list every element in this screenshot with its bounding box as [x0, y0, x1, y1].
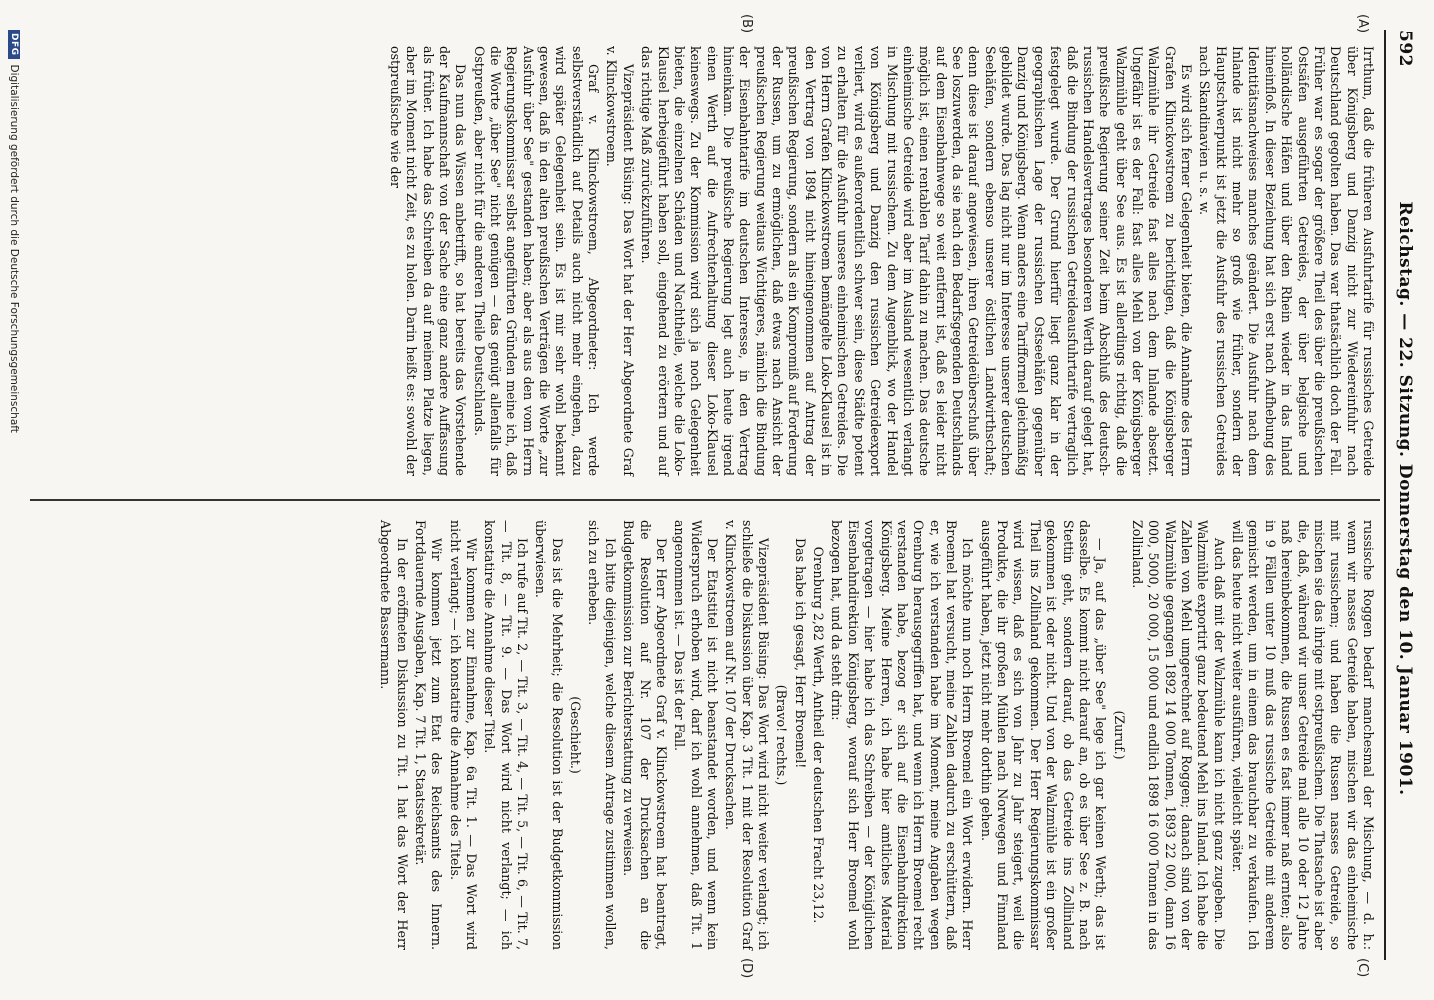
margin-marker-a: (A) [1355, 14, 1370, 34]
margin-marker-d: (D) [739, 958, 754, 979]
page-header [1390, 30, 1420, 960]
paragraph: Es wird sich ferner Gelegenheit bieten, die Annahme des Herrn Grafen Klinckowstroem zu berichtigen, daß die Königsberger Walzmühle ihr Getreide fast alles nach dem Inlande absetzt. Ungefähr ist es der Fall: fast alles Mehl von der Königsberger Walzmühle geht über See aus. Es ist allerdings richtig, daß die preußische Regierung seiner Zeit beim Abschluß des deutsch-russischen Handelsvertrages besonderen Werth darauf gelegt hat, daß die Bindung der russischen Getreideausfuhrtarife vertraglich festgelegt wurde. Der Grund hierfür liegt ganz klar in der geographischen Lage der russischen Ostseehäfen gegenüber Danzig und Königsberg. Wenn anders eine Tarifformel gleichmäßig gebildet wurde. Das lag nicht nur im Interesse unserer deutschen Seehäfen, sondern ebenso unserer östlichen Landwirthschaft; denn diese ist darauf angewiesen, ihren Getreideüberschuß über See loszuwerden, da sie nach den Bedarfsgegenden Deutschlands auf dem Eisenbahnwege so weit entfernt ist, daß es leider nicht möglich ist, einen rentablen Tarif dahin zu machen. Das deutsche einheimische Getreide wird aber im Ausland wesentlich verlangt in Mischung mit russischem. Zu dem Augenblick, wo der Handel von Königsberg und Danzig den russischen Getreideexport verliert, wird es außerordentlich schwer sein, diese Städte potent zu erhalten für die Ausfuhr unseres einheimischen Getreides. Die von Herrn Grafen Klinckowstroem bemängelte Loko-Klausel ist in den Vertrag von 1894 nicht hineingenommen auf Antrag der preußischen Regierung, sondern als ein Kompromiß auf Forderung der Russen, um zu ermöglichen, daß etwas nach Ansicht der preußischen Regierung weitaus Wichtigeres, nämlich die Bindung der Eisenbahntarife im deutschen Interesse, in den Vertrag hineinkam. Die preußische Regierung legt auch heute irgend einen Werth auf die Aufrechterhaltung dieser Loko-Klausel keineswegs. Zu der Kommission wird sich ja noch Gelegenheit bieten, die einzelnen Schäden und Nachtheile, welche die Loko-Klausel herbeigeführt haben soll, eingehend zu erörtern und auf das richtige Maß zurückzuführen. [639, 46, 1195, 476]
paragraph: In der eröffneten Diskussion zu Tit. 1 hat das Wort der Herr Abgeordnete Bassermann. [378, 520, 410, 950]
header-rule [1384, 30, 1386, 960]
paragraph: Der Etatstitel ist nicht beanstandet worden, und wenn kein Widerspruch erhoben wird, darf ich wohl annehmen, daß Tit. 1 angenommen ist. — Das ist der Fall. [672, 520, 720, 950]
margin-marker-b: (B) [739, 14, 754, 34]
column-rule [30, 499, 1380, 501]
paragraph: Das ist die Mehrheit; die Resolution ist der Budgetkommission überwiesen. [533, 520, 565, 950]
paragraph: Vizepräsident Büsing: Das Wort wird nicht weiter verlangt; ich schließe die Diskussion über Kap. 3 Tit. 1 mit der Resolution Graf v. Klinckowstroem auf Nr. 107 der Drucksachen. [723, 520, 772, 950]
margin-marker-c: (C) [1355, 958, 1370, 978]
speaker-paragraph: Vizepräsident Büsing: Das Wort hat der Herr Abgeordnete Graf v. Klinckowstroem. [604, 46, 636, 476]
paragraph: Auch daß mit der Walzmühle kann ich nicht ganz zugeben. Die Walzmühle exportirt ganz bedeutend Mehl ins Inland. Ich habe die Zahlen von Mehl umgerechnet auf Roggen; danach sind von der Walzmühle gegangen 1892 14 000 Tonnen, 1893 22 000, dann 16 000, 5000, 20 000, 15 000 und endlich 1898 16 000 Tonnen in das Zollinland. [1129, 520, 1227, 950]
digitization-footer [6, 30, 22, 970]
running-head: Reichstag. — 22. Sitzung. Donnerstag den 10. Januar 1901. [1395, 201, 1415, 796]
page-number: 592 [1395, 30, 1415, 67]
speaker-paragraph: Graf v. Klinckowstroem, Abgeordneter: Ich werde selbstverständlich auf Details auch nicht mehr eingehen, dazu wird später Gelegenheit sein. Es ist mir sehr wohl bekannt gewesen, daß in den alten preußischen Verträgen die Worte „zur Ausfuhr über See" gestanden haben; aber als aus den vom Herrn Regierungskommissar selbst angeführten Gründen meine ich, daß die Worte „über See" nicht genügen — das genügt allenfalls für Ostpreußen, aber nicht für die anderen Theile Deutschlands. [471, 46, 602, 476]
footer-text: Digitalisierung gefördert durch die Deutsche Forschungsgemeinschaft [8, 64, 20, 433]
interjection: (Bravo! rechts.) [774, 684, 790, 786]
paragraph: Irrthum, daß die früheren Ausfuhrtarife für russisches Getreide über Königsberg und Danzig nicht zur Wiedereinfuhr nach Deutschland gegolten haben. Das war thatsächlich doch der Fall. Früher war es sogar der größere Theil des über die preußischen Ostsäfen ausgeführten Getreides, der über belgische und holländische Häfen und über den Rhein wieder in das Inland hineinfloß. In dieser Beziehung hat sich erst nach Aufhebung des Identitätsnachweises manches geändert. Die Ausfuhr nach dem Inlande ist nicht mehr so groß wie früher, sondern der Hauptschwerpunkt ist jetzt die Ausfuhr des russischen Getreides nach Skandinavien u. s. w. [1197, 46, 1376, 476]
paragraph: russische Roggen bedarf manchesmal der Mischung, — d. h.: wenn wir nasses Getreide haben, mischen wir das einheimische mit russischem; und haben die Russen nasses Getreide, so mischen sie das ihrige mit ostpreußischem. Die Thatsache ist aber die, daß, während wir unser Getreide mal alle 10 oder 12 Jahre naß hereinbekommen, die Russen es fast immer naß ernten; also in 9 Fällen unter 10 muß das russische Getreide mit anderem gemischt werden, um in einem das brauchbar zu verkaufen. Ich will das heute nicht weiter ausführen, vielleicht später. [1230, 520, 1376, 950]
paragraph: Ich rufe auf Tit. 2, — Tit. 3, — Tit. 4, — Tit. 5, — Tit. 6, — Tit. 7, — Tit. 8, — Tit. 9. — Das Wort wird nicht verlangt; — ich konstatire die Annahme dieser Titel. [482, 520, 531, 950]
interjection: (Geschieht.) [568, 696, 584, 774]
interjection: (Zuruf.) [1111, 710, 1127, 760]
quoted-line: Orenburg 2,82 Werth, Antheil der deutschen Fracht 23,12. [811, 546, 827, 924]
paragraph: Wir kommen zur Einnahme, Kap. 6a Tit. 1. — Das Wort wird nicht verlangt; — ich konstatire die Annahme des Titels. [447, 520, 479, 950]
paragraph: Ich bitte diejenigen, welche diesem Antrage zustimmen wollen, sich zu erheben. [586, 520, 618, 950]
paragraph: Der Herr Abgeordnete Graf v. Klinckowstroem hat beantragt, die Resolution auf Nr. 107 der Drucksachen an die Budgetkommission zur Berichterstattung zu verweisen. [621, 520, 669, 950]
right-column [375, 520, 1376, 950]
paragraph: Wir kommen jetzt zum Etat des Reichsamts des Innern. Fortdauernde Ausgaben, Kap. 7 Tit. 1, Staatssekretär. [412, 520, 445, 950]
paragraph: Das habe ich gesagt, Herr Broemel! [792, 538, 808, 769]
paragraph: Ich möchte nun noch Herrn Broemel ein Wort erwidern. Herr Broemel hat versucht, meine Zahlen dadurch zu erschüttern, daß er, wie ich verstanden habe im Moment, meine Angaben wegen Orenburg herausgegriffen hat, und wenn ich Herrn Broemel recht verstanden habe, bezog er sich auf die Eisenbahndirektion Königsberg. Meine Herren, ich habe hier amtliches Material vorgetragen — hier habe ich das Schreiben — der Königlichen Eisenbahndirektion Königsberg, worauf sich Herr Broemel wohl bezogen hat, und da steht drin: [829, 520, 976, 950]
paragraph: — Ja, auf das „über See" lege ich gar keinen Werth; das ist dasselbe. Es kommt nicht darauf an, ob es über See z. B. nach Stettin geht, sondern darauf, ob das Getreide ins Zollinland gekommen ist oder nicht. Und von der Walzmühle ist ein großer Theil ins Zollinland gekommen. Der Herr Regierungskommissar wird wissen, daß es sich von Jahr zu Jahr steigert, weil die Produkte, die ihr großen Mühlen nach Norwegen und Finnland ausgeführt haben, jetzt nicht mehr dorthin gehen. [978, 520, 1109, 950]
left-column [384, 46, 1376, 476]
paragraph: Das nun das Wissen anbetrifft, so hat bereits das Vorstehende der Kaufmannschaft von der Sache eine ganz andere Auffassung als früher. Ich habe das Schreiben da auf meinem Platze liegen, aber im Moment nicht Zeit, es zu holen. Darin heißt es: sowohl der ostpreußische wie der [387, 46, 469, 476]
dfg-logo: DFG [8, 30, 20, 59]
